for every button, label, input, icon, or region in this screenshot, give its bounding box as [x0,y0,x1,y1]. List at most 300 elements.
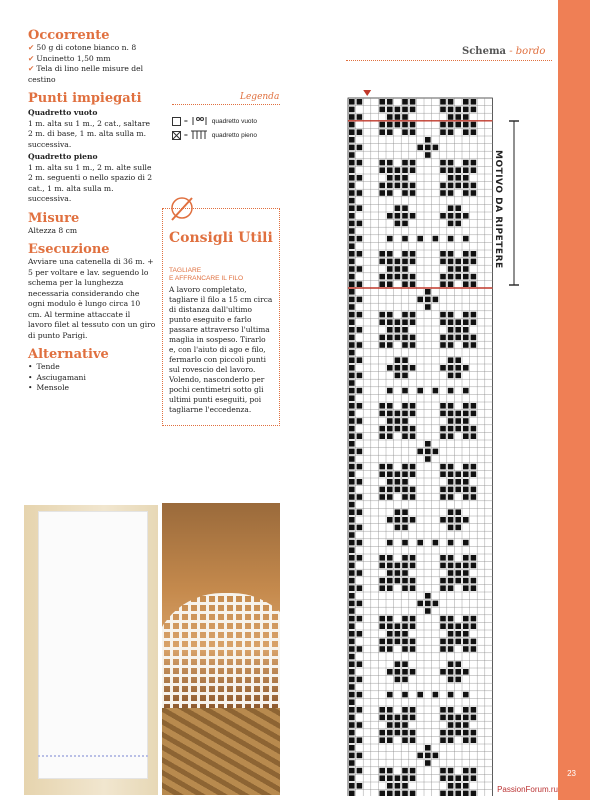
edge-cell [357,449,363,455]
edge-cell [349,251,355,257]
filled-cell [410,167,416,173]
filled-cell [395,221,401,227]
filled-cell [387,335,393,341]
filled-cell [379,464,385,470]
edge-cell [349,357,355,363]
edge-cell [349,570,355,576]
filled-cell [448,623,454,629]
filled-cell [440,274,446,280]
filled-cell [395,487,401,493]
filled-cell [448,205,454,211]
filled-cell [463,274,469,280]
filled-cell [402,692,408,698]
filled-cell [448,327,454,333]
edge-cell [357,677,363,683]
edge-cell [357,403,363,409]
edge-cell [357,190,363,196]
filled-cell [410,335,416,341]
instructions-column [28,28,156,394]
filled-cell [402,517,408,523]
filled-cell [463,319,469,325]
filled-cell [463,114,469,120]
edge-cell [349,684,355,690]
filled-cell [463,160,469,166]
filled-cell [471,403,477,409]
edge-cell [349,487,355,493]
edge-cell [349,737,355,743]
filled-cell [448,730,454,736]
edge-cell [357,114,363,120]
edge-cell [349,669,355,675]
filled-cell [455,715,461,721]
filled-cell [402,327,408,333]
filled-cell [440,646,446,652]
edge-cell [349,213,355,219]
filled-cell [448,578,454,584]
filled-cell [387,122,393,128]
filled-cell [463,183,469,189]
filled-cell [410,183,416,189]
filled-cell [402,563,408,569]
filled-cell [402,403,408,409]
edge-cell [349,274,355,280]
filled-cell [402,585,408,591]
filled-cell [417,601,423,607]
legend-pieno-label: quadretto pieno [211,131,257,139]
filled-cell [410,494,416,500]
filled-cell [463,722,469,728]
filled-cell [448,122,454,128]
filled-cell [410,213,416,219]
filled-cell [402,190,408,196]
filled-cell [410,623,416,629]
filled-cell [402,722,408,728]
filled-cell [410,281,416,287]
filled-cell [410,342,416,348]
filled-cell [425,289,431,295]
filled-cell [463,570,469,576]
filled-cell [455,107,461,113]
filled-cell [387,775,393,781]
edge-cell [349,183,355,189]
edge-cell [357,433,363,439]
filled-cell [387,578,393,584]
filled-cell [387,99,393,105]
filled-cell [433,388,439,394]
filled-cell [395,205,401,211]
filled-cell [448,281,454,287]
filled-cell [410,585,416,591]
filled-cell [463,517,469,523]
filled-cell [471,183,477,189]
edge-cell [357,464,363,470]
edge-cell [357,160,363,166]
legend-vuoto-label: quadretto vuoto [211,117,257,125]
closed-stitch-symbol-icon [191,130,209,140]
filled-cell [395,783,401,789]
edge-cell [357,297,363,303]
filled-cell [402,274,408,280]
filled-cell [448,418,454,424]
edge-cell [349,403,355,409]
filled-cell [425,441,431,447]
filled-cell [379,259,385,265]
filled-cell [402,129,408,135]
tips-subtitle: TAGLIARE E AFFRANCARE IL FILO [169,267,244,282]
filled-cell [410,312,416,318]
filled-cell [395,426,401,432]
filled-cell [395,479,401,485]
filled-cell [387,365,393,371]
edge-cell [349,783,355,789]
filled-cell [410,646,416,652]
filled-cell [463,167,469,173]
filled-cell [410,707,416,713]
edge-cell [357,768,363,774]
filled-cell [471,487,477,493]
edge-cell [349,699,355,705]
filled-cell [448,707,454,713]
filled-cell [410,411,416,417]
edge-cell [357,707,363,713]
filled-cell [448,342,454,348]
edge-cell [349,99,355,105]
filled-cell [410,107,416,113]
filled-cell [379,190,385,196]
edge-cell [357,585,363,591]
crochet-edging [162,593,280,713]
filled-cell [440,517,446,523]
filled-cell [440,585,446,591]
filled-cell [402,259,408,265]
filled-cell [379,585,385,591]
filled-cell [402,661,408,667]
filled-cell [440,259,446,265]
filled-cell [425,593,431,599]
filled-cell [463,555,469,561]
filled-cell [395,411,401,417]
filled-cell [402,639,408,645]
filled-cell [448,259,454,265]
edge-cell [349,145,355,151]
edge-cell [349,631,355,637]
filled-cell [402,426,408,432]
edge-cell [349,205,355,211]
filled-cell [379,281,385,287]
filled-cell [402,768,408,774]
filled-cell [440,190,446,196]
filled-cell [471,639,477,645]
filled-cell [471,312,477,318]
edge-cell [349,129,355,135]
filled-cell [455,175,461,181]
filled-cell [455,167,461,173]
edge-cell [357,753,363,759]
filled-cell [440,107,446,113]
filled-cell [387,646,393,652]
edge-cell [357,494,363,500]
filled-cell [395,722,401,728]
edge-cell [357,418,363,424]
filled-cell [417,449,423,455]
filled-cell [410,464,416,470]
legend-row-pieno: = quadretto pieno [172,130,257,140]
edge-cell [349,289,355,295]
filled-cell [448,107,454,113]
filled-cell [402,433,408,439]
filled-cell [395,509,401,515]
occorrente-heading: Occorrente [28,28,110,43]
filled-cell [448,555,454,561]
filled-cell [387,411,393,417]
chart-frame [348,98,492,796]
filled-cell [448,357,454,363]
filled-cell [417,692,423,698]
filled-cell [379,791,385,796]
filled-cell [448,403,454,409]
filled-cell [395,183,401,189]
edge-cell [357,509,363,515]
filled-cell [455,578,461,584]
filled-cell [463,281,469,287]
filled-cell [463,403,469,409]
filled-cell [440,160,446,166]
edge-cell [357,266,363,272]
filled-cell [387,281,393,287]
filled-cell [455,775,461,781]
edge-cell [349,160,355,166]
filled-cell [463,251,469,257]
filled-cell [463,730,469,736]
filled-cell [379,319,385,325]
filled-cell [379,555,385,561]
list-item: • Asciugamani [28,373,156,384]
edge-cell [349,502,355,508]
filled-cell [455,677,461,683]
edge-cell [349,137,355,143]
side-color-strip [558,0,590,800]
filled-cell [448,517,454,523]
edge-cell [349,456,355,462]
filled-cell [440,715,446,721]
filled-cell [379,616,385,622]
filled-cell [448,251,454,257]
filled-cell [379,107,385,113]
filled-cell [448,509,454,515]
alternative-list [28,362,156,394]
filled-cell [463,236,469,242]
edge-cell [349,661,355,667]
filled-cell [402,669,408,675]
filled-cell [425,152,431,158]
edge-cell [349,540,355,546]
check-icon: ✔ [28,53,35,63]
filled-cell [440,669,446,675]
filled-cell [448,775,454,781]
filled-cell [379,768,385,774]
edge-cell [349,639,355,645]
filled-cell [387,692,393,698]
filled-cell [471,791,477,796]
filled-cell [395,578,401,584]
filled-cell [395,677,401,683]
filled-cell [379,487,385,493]
filled-cell [448,661,454,667]
filled-cell [395,639,401,645]
pieno-text: 1 m. alta su 1 m., 2 m. alte sulle 2 m. seguenti o nello spazio di 2 cat., 1 m. alta sulla m. successiva. [28,162,153,203]
filled-cell [448,160,454,166]
curtain-fabric [38,511,148,779]
schema-divider [346,60,552,61]
edge-cell [357,570,363,576]
filled-cell [448,722,454,728]
edge-cell [349,304,355,310]
filled-cell [463,342,469,348]
edge-cell [349,563,355,569]
filled-cell [448,768,454,774]
filled-cell [455,661,461,667]
filled-cell [402,205,408,211]
filled-cell [379,639,385,645]
edge-cell [349,152,355,158]
filled-cell [417,236,423,242]
filled-cell [402,783,408,789]
edge-cell [349,509,355,515]
tips-text: A lavoro completato, tagliare il filo a 15 cm circa di distanza dall'ultimo punto eseguito e farlo passare attraverso l'ultima maglia in sospeso. Tirarlo e, con l'aiuto di ago e filo, fermarlo con piccoli punti sul rovescio del lavoro. Volendo, nasconderlo per pochi centimetri sotto gli ultimi punti eseguiti, poi tagliarne l'eccedenza. [169,285,273,414]
filled-cell [387,479,393,485]
filled-cell [448,570,454,576]
filled-cell [455,327,461,333]
filled-cell [448,99,454,105]
filled-cell [455,487,461,493]
edge-cell [349,525,355,531]
filled-cell [463,213,469,219]
filled-cell [395,715,401,721]
filled-cell [379,426,385,432]
filled-cell [440,99,446,105]
filled-cell [471,623,477,629]
filled-cell [379,183,385,189]
filled-cell [471,555,477,561]
filled-cell [387,167,393,173]
filled-cell [387,715,393,721]
filled-cell [387,471,393,477]
filled-cell [433,145,439,151]
filled-cell [425,137,431,143]
filled-cell [402,715,408,721]
filled-cell [463,365,469,371]
edge-cell [349,418,355,424]
edge-cell [357,373,363,379]
filled-cell [440,737,446,743]
filled-cell [463,775,469,781]
filled-cell [471,464,477,470]
filled-cell [410,99,416,105]
filled-cell [471,471,477,477]
filled-cell [402,707,408,713]
filled-cell [440,213,446,219]
filled-cell [387,319,393,325]
filled-cell [402,616,408,622]
legend-row-vuoto: = quadretto vuoto [172,116,257,126]
check-icon: ✔ [28,43,35,52]
filled-cell [471,335,477,341]
filled-cell [448,335,454,341]
filled-cell [440,471,446,477]
filled-cell [387,236,393,242]
filled-cell [448,190,454,196]
filled-cell [410,433,416,439]
edge-cell [349,167,355,173]
edge-cell [357,129,363,135]
filled-cell [395,563,401,569]
filled-cell [425,745,431,751]
filled-cell [410,129,416,135]
filled-cell [387,160,393,166]
filled-cell [402,236,408,242]
esecuzione-heading: Esecuzione [28,242,110,257]
filled-cell [448,525,454,531]
filled-cell [455,791,461,796]
filled-cell [387,563,393,569]
filled-cell [402,677,408,683]
filled-cell [425,304,431,310]
edge-cell [357,221,363,227]
filled-cell [402,525,408,531]
edge-cell [349,775,355,781]
filled-cell [440,319,446,325]
edge-cell [349,791,355,796]
filled-cell [463,327,469,333]
edge-cell [357,525,363,531]
filled-cell [425,608,431,614]
filled-cell [410,160,416,166]
legend-title: Legenda [240,92,280,102]
edge-cell [349,479,355,485]
filled-cell [463,190,469,196]
filled-cell [440,639,446,645]
filled-cell [379,563,385,569]
filled-cell [455,357,461,363]
edge-cell [349,221,355,227]
filled-cell [402,266,408,272]
filled-cell [448,737,454,743]
edge-cell [349,441,355,447]
edge-cell [349,266,355,272]
filled-cell [471,319,477,325]
filled-cell [379,494,385,500]
edge-cell [349,768,355,774]
filled-cell [448,236,454,242]
filled-cell [463,418,469,424]
filled-cell [448,616,454,622]
edge-cell [349,107,355,113]
filled-cell [463,129,469,135]
filled-cell [410,319,416,325]
edge-cell [349,578,355,584]
filled-cell [402,646,408,652]
filled-cell [387,213,393,219]
edge-cell [349,365,355,371]
edge-cell [349,297,355,303]
filled-cell [387,768,393,774]
filled-cell [395,669,401,675]
filled-cell [395,167,401,173]
filled-cell [448,677,454,683]
edge-cell [357,312,363,318]
filled-cell [440,578,446,584]
filled-cell [379,312,385,318]
